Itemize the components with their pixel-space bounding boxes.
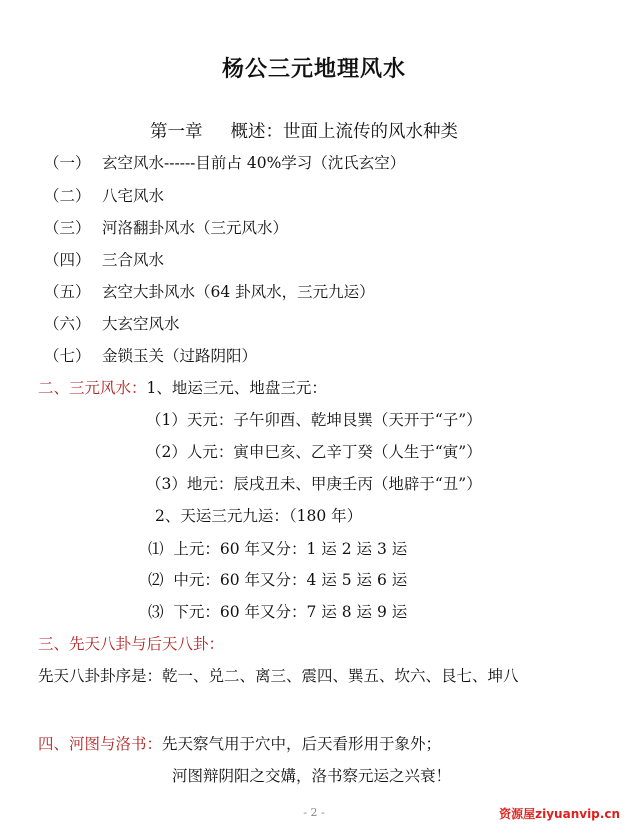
- chapter-heading: [150, 118, 458, 143]
- list-item: （七） 金锁玉关（过路阴阳）: [44, 347, 258, 365]
- section-2-text: 1、地运三元、地盘三元：: [146, 379, 327, 397]
- list-item: （1）天元：子午卯酉、乾坤艮巽（天开于“子”）: [146, 411, 482, 429]
- section-4-head: 四、河图与洛书：: [38, 735, 163, 753]
- list-item: ⑵ 中元：60 年又分：4 运 5 运 6 运: [148, 571, 408, 589]
- list-item: （四） 三合风水: [44, 251, 165, 269]
- section-4-text-2: 河图辩阴阳之交媾，洛书察元运之兴衰！: [172, 767, 452, 785]
- section-3-text: 先天八卦卦序是：乾一、兑二、离三、震四、巽五、坎六、艮七、坤八: [38, 667, 519, 685]
- section-4-text: 先天察气用于穴中，后天看形用于象外；: [162, 735, 442, 753]
- subheading: 2、天运三元九运：（180 年）: [155, 507, 363, 525]
- chapter-label: 第一章: [150, 122, 203, 142]
- list-item: （2）人元：寅申巳亥、乙辛丁癸（人生于“寅”）: [146, 443, 482, 461]
- section-2-head: 二、三元风水：: [38, 379, 147, 397]
- list-item: （二） 八宅风水: [44, 187, 165, 205]
- section-2: [38, 376, 327, 398]
- list-item: （六） 大玄空风水: [44, 315, 180, 333]
- page-number: - 2 -: [303, 806, 325, 819]
- list-item: （五） 玄空大卦风水（64 卦风水，三元九运）: [44, 283, 375, 301]
- section-3-head: 三、先天八卦与后天八卦：: [38, 635, 225, 653]
- section-4: [38, 732, 441, 754]
- list-item: （三） 河洛翻卦风水（三元风水）: [44, 219, 289, 237]
- list-item: （一） 玄空风水------目前占 40%学习（沈氏玄空）: [44, 154, 406, 172]
- list-item: （3）地元：辰戌丑未、甲庚壬丙（地辟于“丑”）: [146, 475, 482, 493]
- watermark: 资源屋ziyuanvip.cn: [499, 807, 620, 821]
- list-item: ⑶ 下元：60 年又分：7 运 8 运 9 运: [148, 603, 408, 621]
- page-title: 杨公三元地理风水: [221, 56, 406, 82]
- list-item: ⑴ 上元：60 年又分：1 运 2 运 3 运: [148, 540, 408, 558]
- chapter-title: 概述：世面上流传的风水种类: [230, 122, 458, 142]
